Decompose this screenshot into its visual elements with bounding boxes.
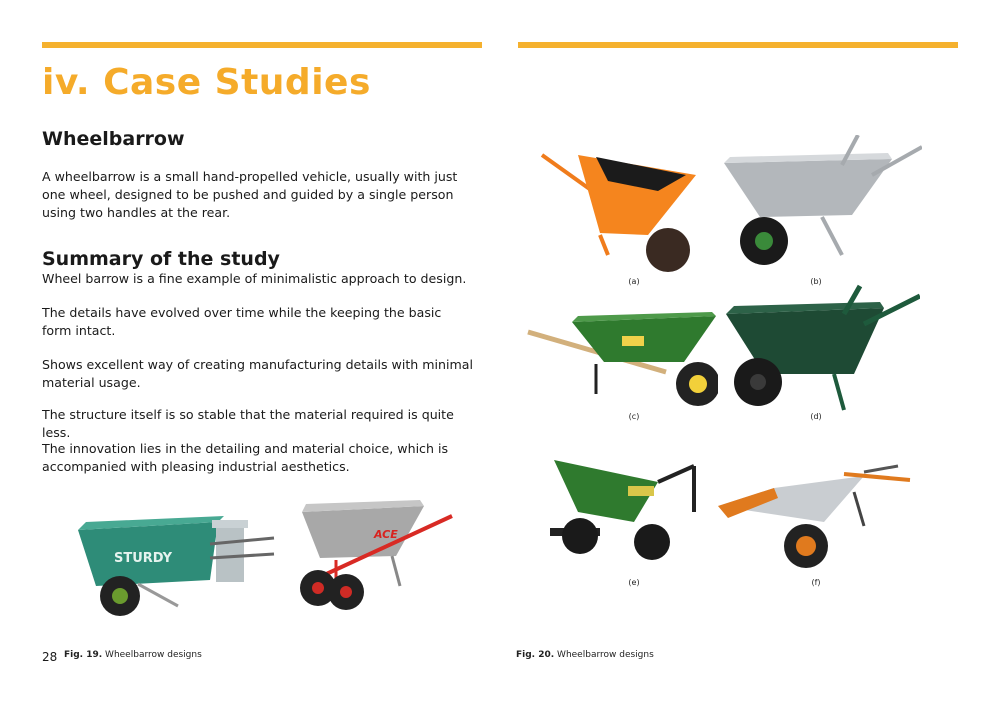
intro-paragraph: A wheelbarrow is a small hand-propelled vehicle, usually with just one wheel, designed to be pushed and guided by a single person using two handles at the rear.	[42, 169, 458, 220]
figure-number: Fig. 20.	[516, 650, 555, 660]
wheelbarrow-c-image	[526, 312, 718, 412]
sturdy-wheelbarrow-image	[68, 500, 282, 618]
wheelbarrow-b-image	[722, 135, 922, 275]
wheelbarrow-f-image	[714, 462, 912, 572]
wheelbarrow-d-image	[724, 284, 920, 414]
header-accent-bar-right	[518, 42, 958, 48]
page-heading: iv. Case Studies	[42, 62, 371, 103]
header-accent-bar-left	[42, 42, 482, 48]
subfigure-label-e: (e)	[628, 578, 640, 587]
subfigure-label-f: (f)	[811, 578, 821, 587]
ace-logo: ACE	[374, 528, 398, 541]
summary-point: The structure itself is so stable that the material required is quite less.	[42, 407, 454, 440]
page-number: 28	[42, 650, 58, 664]
sturdy-logo: STURDY	[114, 551, 173, 566]
ace-wheelbarrow-image	[296, 496, 456, 618]
summary-point: The details have evolved over time while the keeping the basic form intact.	[42, 305, 442, 338]
summary-point: Wheel barrow is a fine example of minimalistic approach to design.	[42, 271, 467, 286]
subfigure-label-d: (d)	[810, 412, 822, 421]
left-figure-caption	[64, 650, 202, 660]
figure-caption: Wheelbarrow designs	[105, 650, 202, 660]
right-figure-caption	[516, 650, 654, 660]
summary-title: Summary of the study	[42, 248, 280, 270]
figure-number: Fig. 19.	[64, 650, 103, 660]
summary-point: Shows excellent way of creating manufacturing details with minimal material usage.	[42, 357, 473, 390]
subfigure-label-c: (c)	[628, 412, 640, 421]
summary-point: The innovation lies in the detailing and material choice, which is accompanied with pleasing industrial aesthetics.	[42, 441, 449, 474]
figure-caption: Wheelbarrow designs	[557, 650, 654, 660]
wheelbarrow-a-image	[538, 135, 698, 275]
wheelbarrow-e-image	[548, 452, 696, 562]
subfigure-label-b: (b)	[810, 277, 822, 286]
subfigure-label-a: (a)	[628, 277, 640, 286]
section-title: Wheelbarrow	[42, 128, 185, 150]
